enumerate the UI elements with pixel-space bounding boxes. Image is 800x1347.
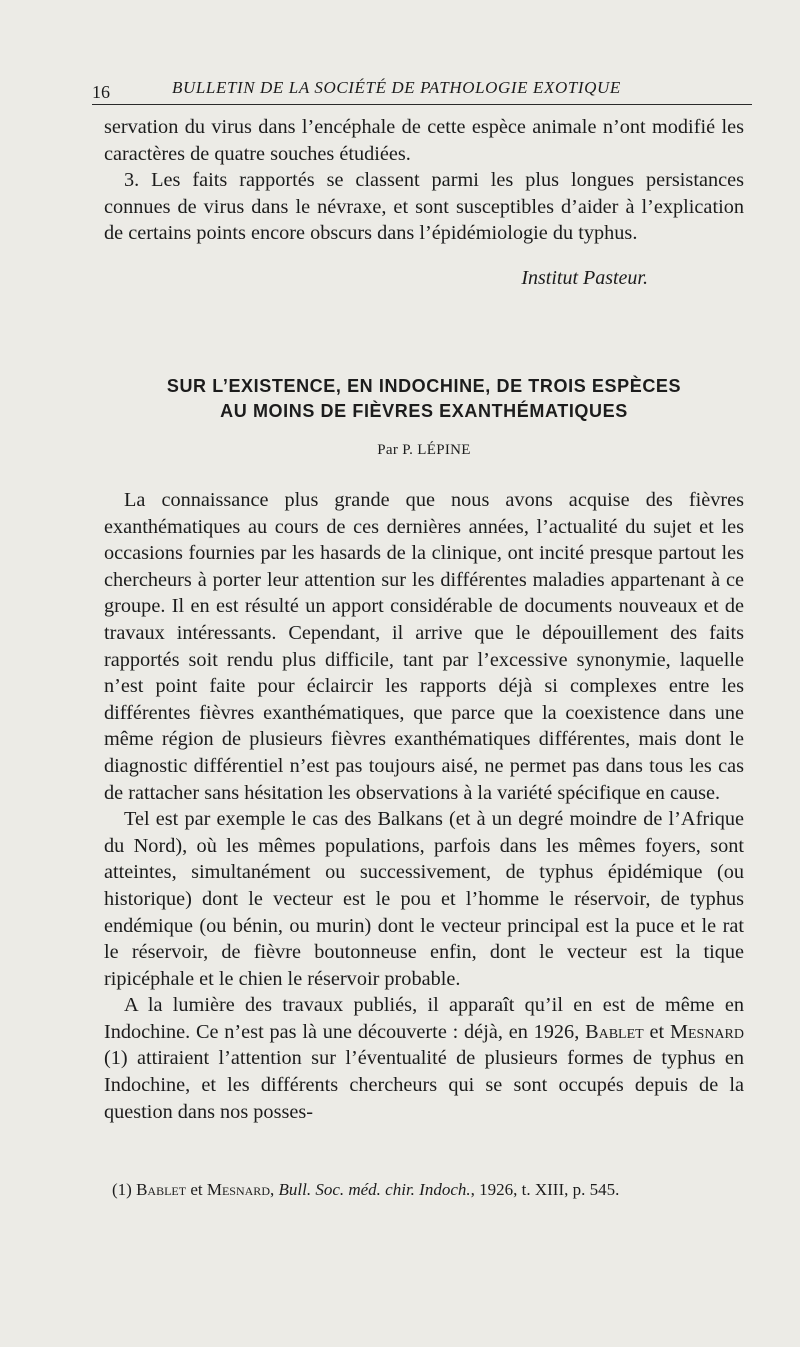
page-number: 16 <box>92 82 110 102</box>
footnote-author-1: Bablet <box>136 1180 187 1199</box>
footnote-journal: Bull. Soc. méd. chir. Indoch. <box>278 1180 471 1199</box>
footnote-conjunction: et <box>186 1180 207 1199</box>
footnote-details: , 1926, t. XIII, p. 545. <box>470 1180 620 1199</box>
footnote-author-2: Mesnard <box>206 1180 270 1199</box>
footnote <box>112 1180 752 1200</box>
article-title <box>104 374 744 424</box>
running-title: BULLETIN DE LA SOCIÉTÉ DE PATHOLOGIE EXOTIQUE <box>172 78 621 97</box>
previous-paragraph-2: 3. Les faits rapportés se classent parmi les plus longues persistances connues de virus dans le névraxe, et sont susceptibles d’aider à l’explication de certains points encore obscurs dans l’épidémiologie du typhus. <box>104 169 744 245</box>
author-byline: Par P. LÉPINE <box>377 442 471 458</box>
body-paragraph-3 <box>104 992 744 1125</box>
body-paragraph-2: Tel est par exemple le cas des Balkans (et à un degré moindre de l’Afrique du Nord), où les mêmes populations, parfois dans les mêmes foyers, sont atteintes, simultanément ou successivement, de typhus épidémique (ou historique) dont le vecteur est le pou et l’homme le réservoir, de typhus endémique (ou bénin, ou murin) dont le vecteur principal est la puce et le rat le réservoir, de fièvre boutonneuse enfin, dont le vecteur est la tique ripicéphale et le chien le réservoir probable. <box>104 808 744 990</box>
page-header <box>92 72 752 108</box>
cited-author-1: Bablet <box>585 1020 644 1043</box>
paragraph-3-conjunction: et <box>643 1020 670 1043</box>
institution-signature: Institut Pasteur. <box>521 267 648 289</box>
paragraph-3-start: A la lumière des travaux publiés, il apparaît qu’il en est de même en Indochine. Ce n’est pas là une découverte : déjà, en 1926, <box>104 994 744 1043</box>
title-line-1: SUR L’EXISTENCE, EN INDOCHINE, DE TROIS ESPÈCES <box>166 376 682 396</box>
header-rule <box>92 104 752 105</box>
article-body <box>104 487 744 1125</box>
previous-article-conclusion <box>104 114 744 247</box>
previous-paragraph-1: servation du virus dans l’encéphale de cette espèce animale n’ont modifié les caractères de quatre souches étudiées. <box>104 116 744 165</box>
cited-author-2: Mesnard <box>669 1020 744 1043</box>
footnote-marker: (1) <box>112 1180 137 1199</box>
body-paragraph-1: La connaissance plus grande que nous avons acquise des fièvres exanthématiques au cours de ces dernières années, l’actualité du sujet et les occasions fournies par les hasards de la clinique, ont incité presque partout les chercheurs à porter leur attention sur les différentes maladies appartenant à ce groupe. Il en est résulté un apport considérable de documents nouveaux et de travaux intéressants. Cependant, il arrive que le dépouillement des faits rapportés soit rendu plus difficile, tant par l’excessive synonymie, laquelle n’est point faite pour éclaircir les rapports déjà si complexes entre les différentes fièvres exanthématiques, que parce que la coexistence dans une même région de plusieurs fièvres exanthématiques différentes, mais dont le diagnostic différentiel n’est pas toujours aisé, ne permet pas dans tous les cas de rattacher sans hésitation les observations à la variété spécifique en cause. <box>104 489 744 804</box>
footnote-separator: , <box>269 1180 279 1199</box>
paragraph-3-end: (1) attiraient l’attention sur l’éventualité de plusieurs formes de typhus en Indochine, et les différents chercheurs qui se sont occupés depuis de la question dans nos posses- <box>104 1047 744 1123</box>
title-line-2: AU MOINS DE FIÈVRES EXANTHÉMATIQUES <box>220 401 628 421</box>
